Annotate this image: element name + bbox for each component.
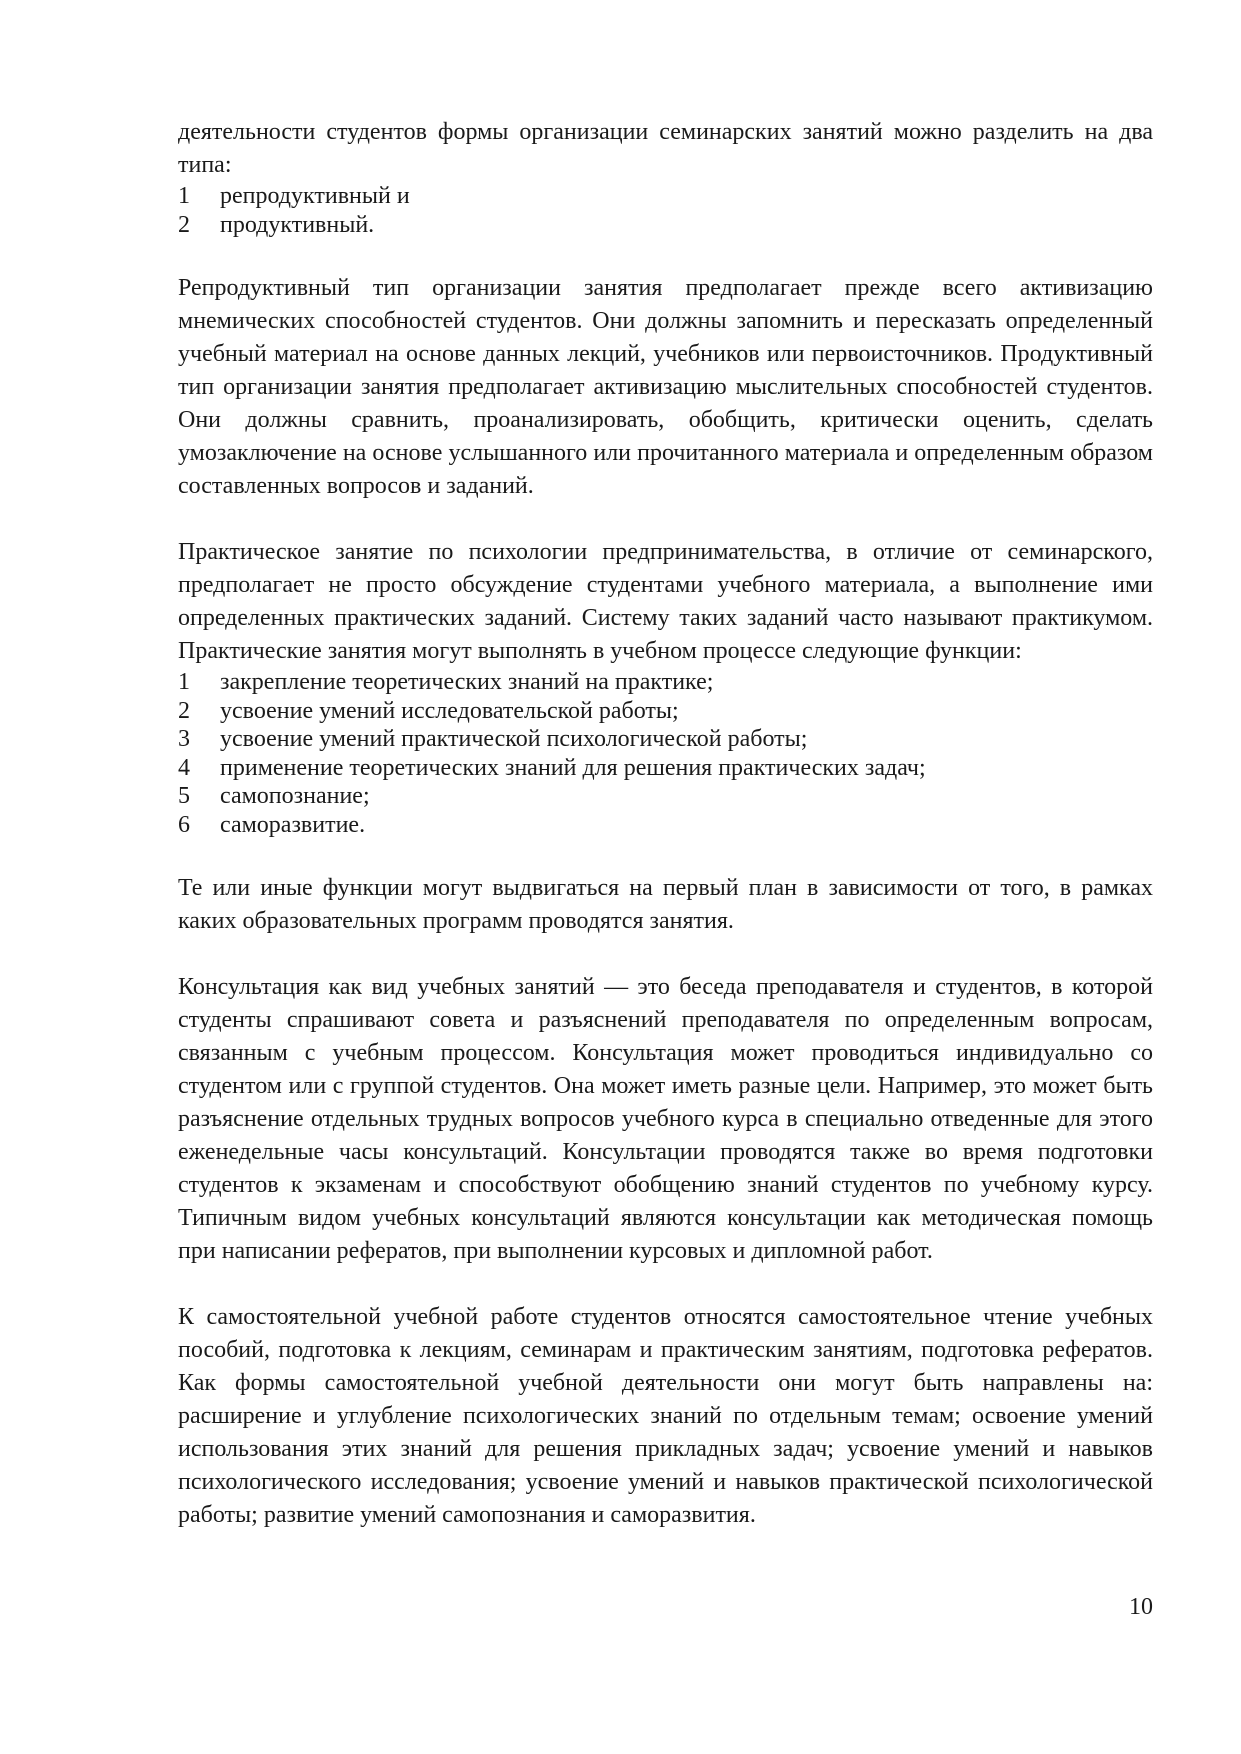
list-item <box>178 182 1153 211</box>
list-item-number: 1 <box>178 183 190 209</box>
list-item-text: применение теоретических знаний для решения практических задач; <box>220 754 926 781</box>
page-number: 10 <box>1129 1594 1153 1620</box>
list-item <box>178 697 1153 726</box>
consultation-paragraph: Консультация как вид учебных занятий — это беседа преподавателя и студентов, в которой студенты спрашивают совета и разъяснений преподавателя по определенным вопросам, связанным с учебным процессом. Консультация может проводиться индивидуально со студентом или с группой студентов. Она может иметь разные цели. Например, это может быть разъяснение отдельных трудных вопросов учебного курса в специально отведенные для этого еженедельные часы консультаций. Консультации проводятся также во время подготовки студентов к экзаменам и способствуют обобщению знаний студентов по учебному курсу. Типичным видом учебных консультаций являются консультации как методическая помощь при написании рефератов, при выполнении курсовых и дипломной работ. <box>178 974 1153 1264</box>
selfwork-paragraph: К самостоятельной учебной работе студентов относятся самостоятельное чтение учебных пособий, подготовка к лекциям, семинарам и практическим занятиям, подготовка рефератов. Как формы самостоятельной учебной деятельности они могут быть направлены на: расширение и углубление психологических знаний по отдельным темам; освоение умений использования этих знаний для решения прикладных задач; усвоение умений и навыков психологического исследования; усвоение умений и навыков практической психологической работы; развитие умений самопознания и саморазвития. <box>178 1304 1153 1528</box>
types-list <box>178 182 1153 239</box>
list-item-text: закрепление теоретических знаний на практике; <box>220 669 714 695</box>
reproductive-paragraph: Репродуктивный тип организации занятия предполагает прежде всего активизацию мнемических способностей студентов. Они должны запомнить и пересказать определенный учебный материал на основе данных лекций, учебников или первоисточников. Продуктивный тип организации занятия предполагает активизацию мыслительных способностей студентов. Они должны сравнить, проанализировать, обобщить, критически оценить, сделать умозаключение на основе услышанного или прочитанного материала и определенным образом составленных вопросов и заданий. <box>178 275 1153 499</box>
page-content <box>178 116 1153 1532</box>
list-item-number: 5 <box>178 783 190 809</box>
intro-paragraph: деятельности студентов формы организации семинарских занятий можно разделить на два типа: <box>178 119 1153 178</box>
list-item-text: усвоение умений практической психологической работы; <box>220 726 808 752</box>
list-item-text: саморазвитие. <box>220 811 366 838</box>
list-item <box>178 211 1153 240</box>
list-item-text: самопознание; <box>220 783 370 809</box>
list-item <box>178 668 1153 697</box>
list-item-number: 4 <box>178 754 190 781</box>
list-item <box>178 754 1153 783</box>
list-item-number: 3 <box>178 726 190 752</box>
functions-paragraph: Те или иные функции могут выдвигаться на первый план в зависимости от того, в рамках каких образовательных программ проводятся занятия. <box>178 875 1153 934</box>
list-item-number: 2 <box>178 211 190 238</box>
list-item-text: репродуктивный и <box>220 183 410 209</box>
list-item-number: 6 <box>178 811 190 838</box>
list-item-number: 1 <box>178 669 190 695</box>
practical-paragraph: Практическое занятие по психологии предпринимательства, в отличие от семинарского, предполагает не просто обсуждение студентами учебного материала, а выполнение ими определенных практических заданий. Систему таких заданий часто называют практикумом. Практические занятия могут выполнять в учебном процессе следующие функции: <box>178 539 1153 664</box>
list-item-number: 2 <box>178 697 190 724</box>
list-item-text: продуктивный. <box>220 211 375 238</box>
functions-list <box>178 668 1153 839</box>
list-item <box>178 725 1153 754</box>
list-item <box>178 782 1153 811</box>
list-item-text: усвоение умений исследовательской работы; <box>220 697 679 724</box>
list-item <box>178 811 1153 840</box>
